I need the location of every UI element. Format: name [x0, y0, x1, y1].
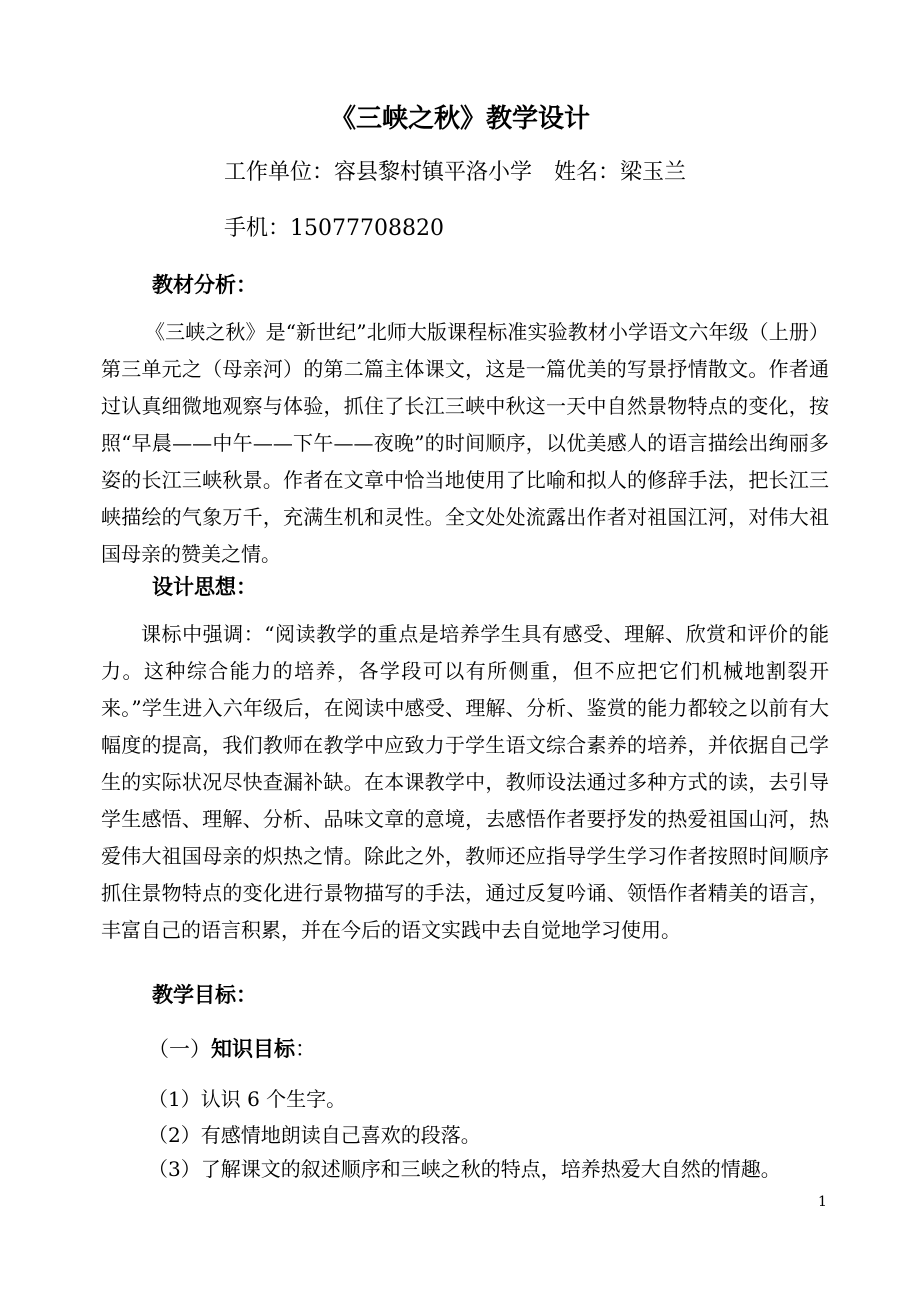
goal-item: （1）认识 6 个生字。 [148, 1087, 347, 1111]
heading-knowledge-goals [148, 1034, 316, 1064]
paragraph-textbook-analysis: 《三峡之秋》是“新世纪”北师大版课程标准实验教材小学语文六年级（上册）第三单元之（母亲河）的第二篇主体课文，这是一篇优美的写景抒情散文。作者通过认真细微地观察与体验，抓住了长江三峡中秋这一天中自然景物特点的变化，按照“早晨——中午——下午——夜晚”的时间顺序，以优美感人的语言描绘出绚丽多姿的长江三峡秋景。作者在文章中恰当地使用了比喻和拟人的修辞手法，把长江三峡描绘的气象万千，充满生机和灵性。全文处处流露出作者对祖国江河，对伟大祖国母亲的赞美之情。 [101, 320, 829, 566]
goal-item: （3）了解课文的叙述顺序和三峡之秋的特点，培养热爱大自然的情趣。 [148, 1157, 781, 1181]
author-info-line [224, 158, 686, 188]
knowledge-goals-colon: ： [295, 1037, 316, 1061]
document-title: 《三峡之秋》教学设计 [329, 104, 590, 134]
knowledge-goals-label: 知识目标 [211, 1037, 295, 1061]
author-name: 姓名：梁玉兰 [554, 160, 687, 185]
paragraph-design-idea: 课标中强调：“阅读教学的重点是培养学生具有感受、理解、欣赏和评价的能力。这种综合能力的培养，各学段可以有所侧重，但不应把它们机械地割裂开来。”学生进入六年级后，在阅读中感受、理解、分析、鉴赏的能力都较之以前有大幅度的提高，我们教师在教学中应致力于学生语文综合素养的培养，并依据自己学生的实际状况尽快查漏补缺。在本课教学中，教师设法通过多种方式的读，去引导学生感悟、理解、分析、品味文章的意境，去感悟作者要抒发的热爱祖国山河，热爱伟大祖国母亲的炽热之情。除此之外，教师还应指导学生学习作者按照时间顺序抓住景物特点的变化进行景物描写的手法，通过反复吟诵、领悟作者精美的语言，丰富自己的语言积累，并在今后的语文实践中去自觉地学习使用。 [101, 622, 829, 942]
page-number: 1 [818, 1194, 827, 1210]
phone-line: 手机：15077708820 [224, 216, 444, 241]
work-unit: 工作单位：容县黎村镇平洛小学 [224, 160, 533, 185]
heading-design-idea: 设计思想： [152, 575, 257, 599]
heading-teaching-goals: 教学目标： [152, 983, 257, 1007]
goal-item: （2）有感情地朗读自己喜欢的段落。 [148, 1123, 481, 1147]
heading-textbook-analysis: 教材分析： [152, 273, 257, 297]
knowledge-goals-prefix: （一） [148, 1037, 211, 1061]
